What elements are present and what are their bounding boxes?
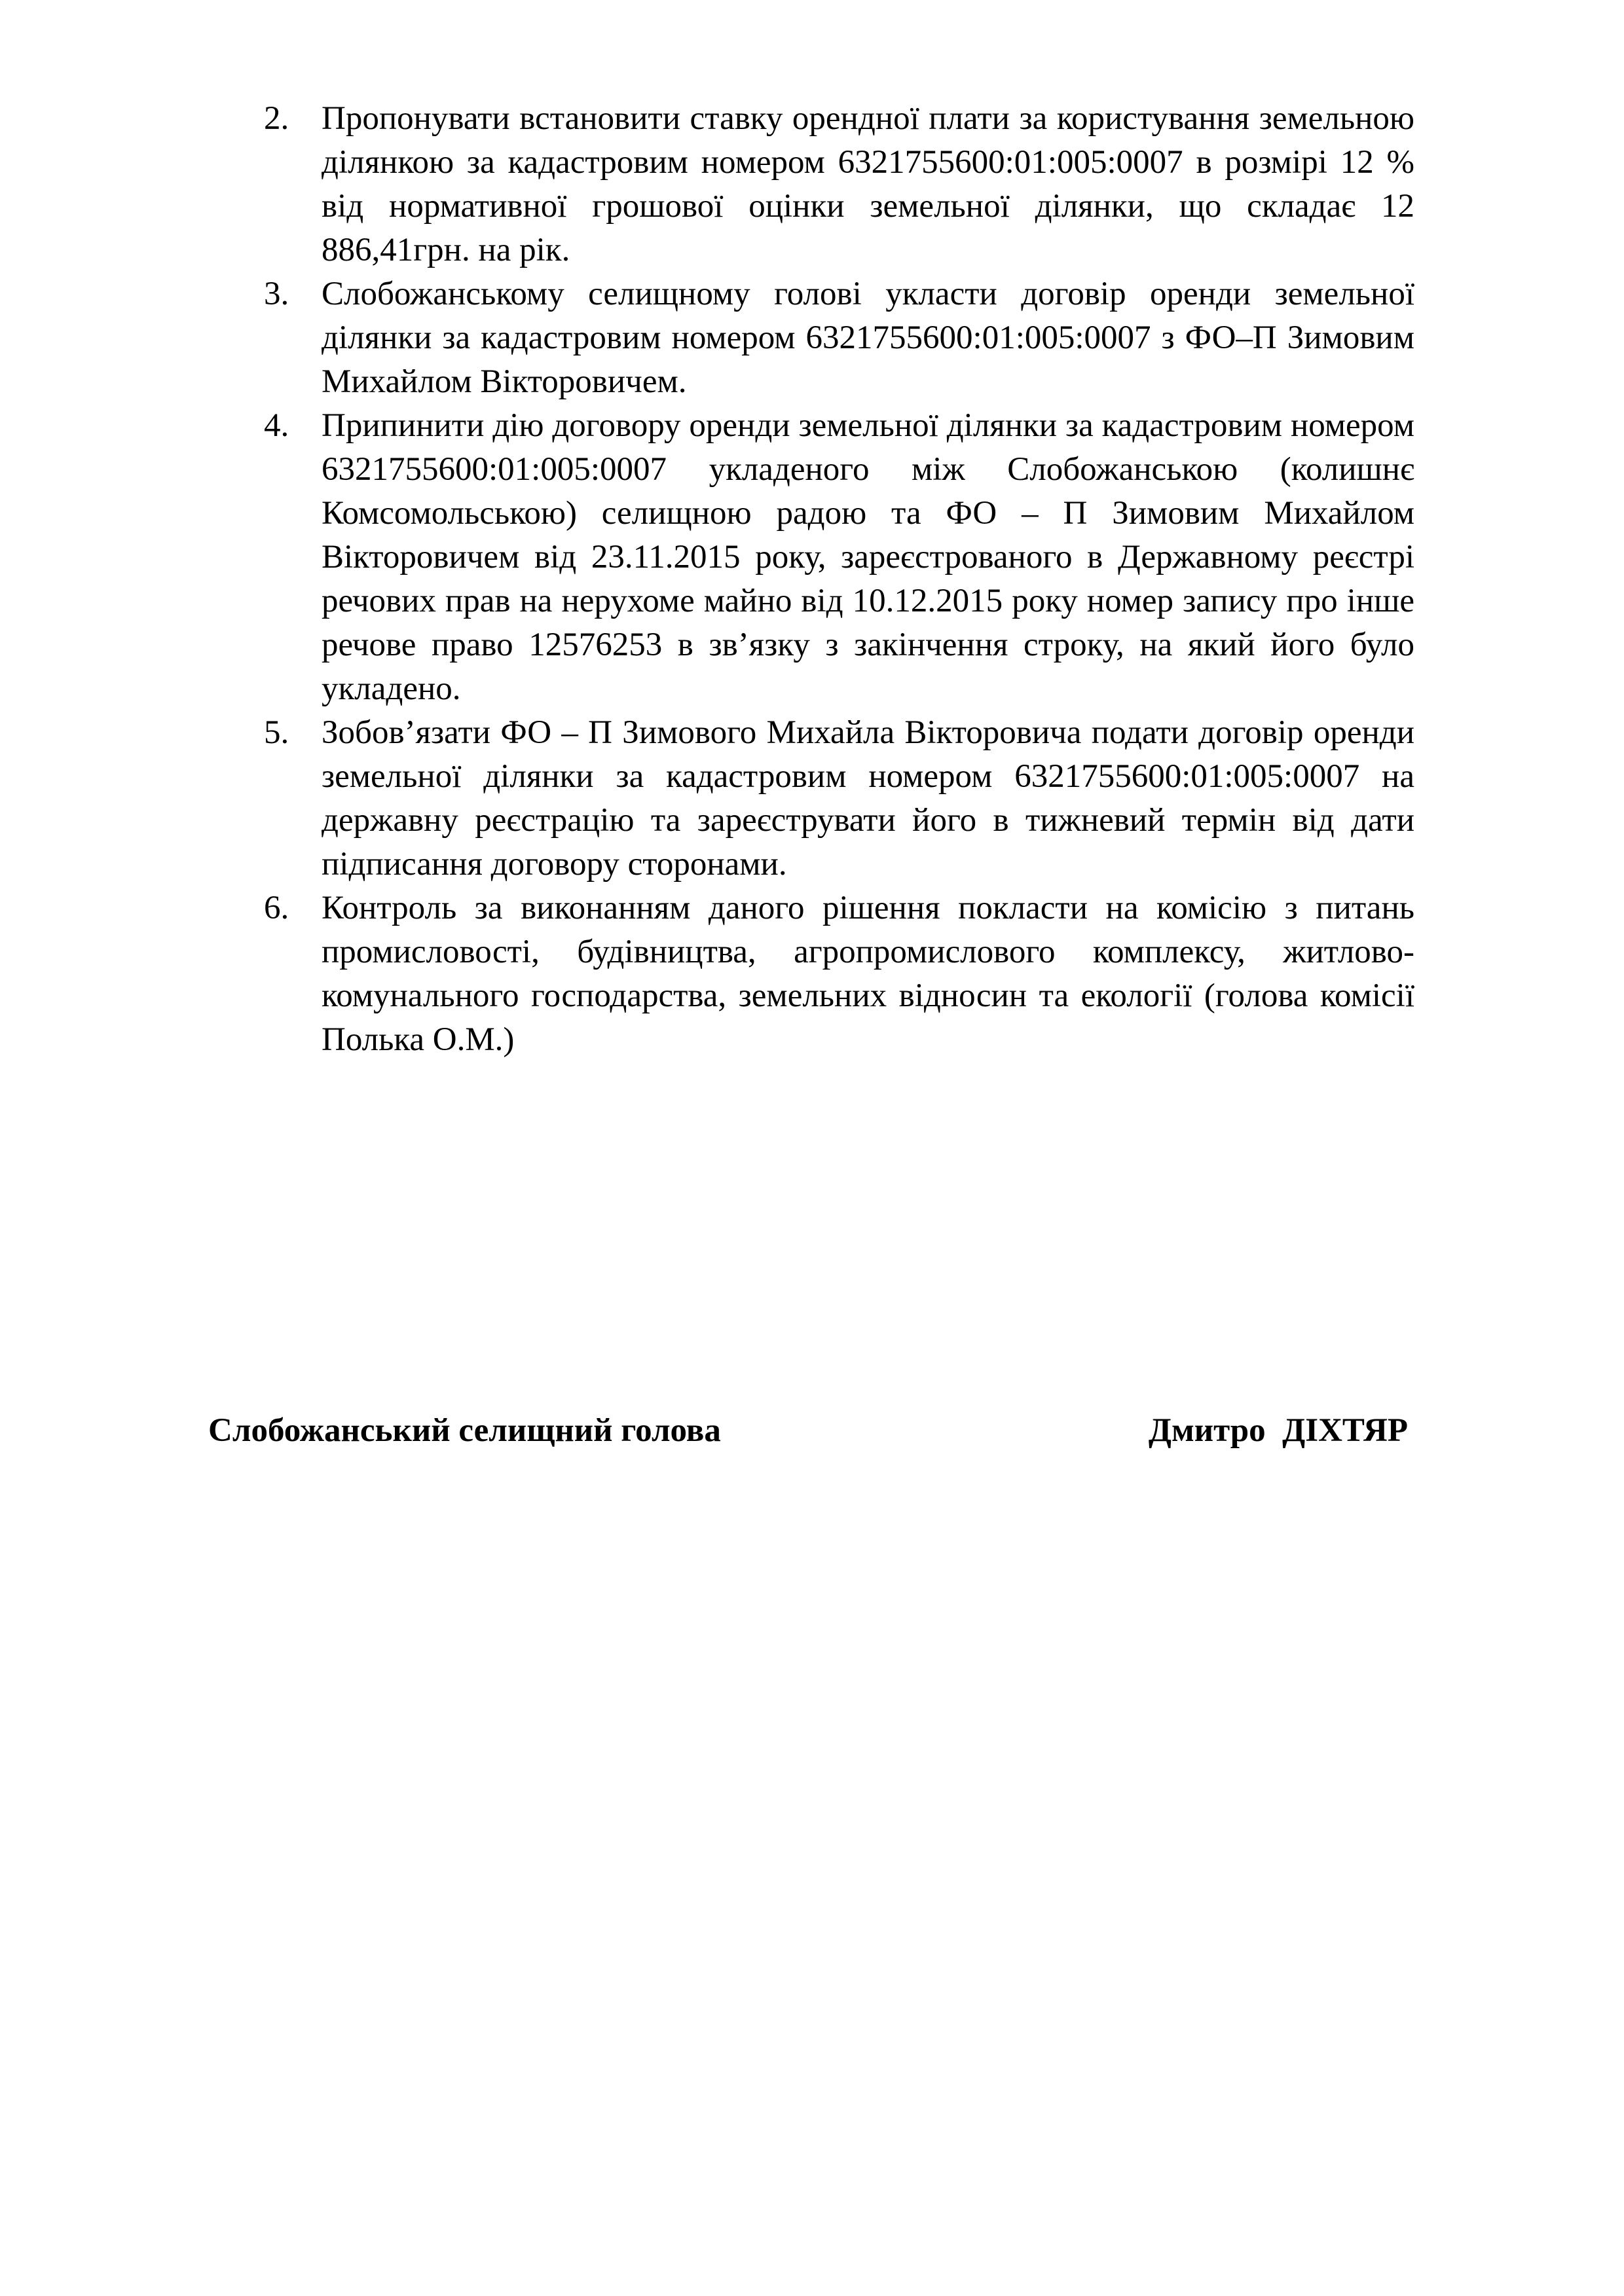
item-text: Контроль за виконанням даного рішення покласти на комісію з питань промисловості, будівництва, агропромислового комплексу, житлово-комунального господарства, земельних відносин та екології (голова комісії Полька О.М.) [322, 890, 1414, 1058]
decision-item-5 [264, 711, 1414, 886]
item-number: 3. [264, 276, 289, 312]
signature-block [208, 1409, 1414, 1455]
item-text: Зобов’язати ФО – П Зимового Михайла Вікторовича подати договір оренди земельної ділянки за кадастровим номером 6321755600:01:005:0007 на державну реєстрацію та зареєструвати його в тижневий термін від дати підписання договору сторонами. [322, 714, 1414, 883]
item-number: 5. [264, 714, 289, 751]
item-number: 2. [264, 100, 289, 137]
item-number: 6. [264, 890, 289, 926]
decision-items-list [264, 97, 1414, 1062]
item-number: 4. [264, 407, 289, 444]
item-text: Пропонувати встановити ставку орендної плати за користування земельною ділянкою за кадастровим номером 6321755600:01:005:0007 в розмірі 12 % від нормативної грошової оцінки земельної ділянки, що складає 12 886,41грн. на рік. [322, 100, 1414, 268]
decision-item-4 [264, 404, 1414, 711]
decision-item-6 [264, 886, 1414, 1062]
item-text: Слобожанському селищному голові укласти договір оренди земельної ділянки за кадастровим номером 6321755600:01:005:0007 з ФО–П Зимовим Михайлом Вікторовичем. [322, 276, 1414, 400]
signer-name: Дмитро ДІХТЯР [1148, 1412, 1408, 1449]
signer-title: Слобожанський селищний голова [208, 1412, 721, 1449]
item-text: Припинити дію договору оренди земельної ділянки за кадастровим номером 6321755600:01:005:0007 укладеного між Слобожанською (колишнє Комсомольською) селищною радою та ФО – П Зимовим Михайлом Вікторовичем від 23.11.2015 року, зареєстрованого в Державному реєстрі речових прав на нерухоме майно від 10.12.2015 року номер запису про інше речове право 12576253 в зв’язку з закінчення строку, на який його було укладено. [322, 407, 1414, 707]
decision-item-3 [264, 272, 1414, 404]
decision-item-2 [264, 97, 1414, 272]
